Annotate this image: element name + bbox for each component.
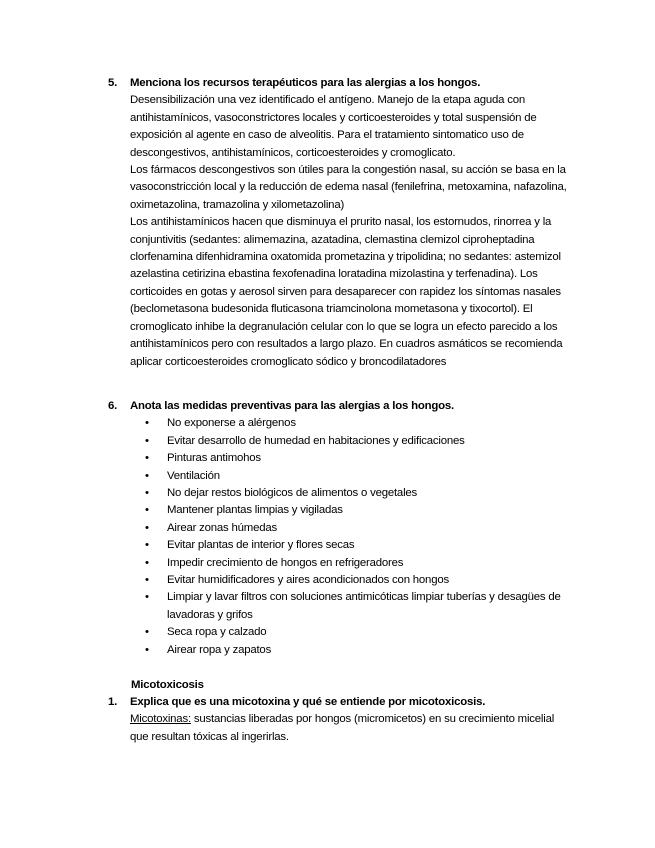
section-title: Micotoxicosis xyxy=(131,679,204,691)
question-1 xyxy=(108,694,568,746)
answer-paragraph: Desensibilización una vez identificado el antígeno. Manejo de la etapa aguda con antihistamínicos, vasoconstrictores locales y corticoesteroides y total suspensión de exposición al agente en caso de alveolitis. Para el tratamiento sintomatico uso de descongestivos, antihistamínicos, corticoesteroides y cromoglicato. xyxy=(130,94,537,159)
bullet-icon: • xyxy=(145,574,149,587)
bullet-icon: • xyxy=(145,521,149,534)
list-item: • No dejar restos biológicos de alimentos o vegetales xyxy=(145,485,568,502)
term-micotoxinas: Micotoxinas: xyxy=(130,713,191,726)
question-5 xyxy=(108,75,568,371)
question-6 xyxy=(108,398,568,659)
list-item: • Evitar desarrollo de humedad en habitaciones y edificaciones xyxy=(145,433,568,450)
answer-paragraph: Los antihistamínicos hacen que disminuya el prurito nasal, los estornudos, rinorrea y la conjuntivitis (sedantes: alimemazina, azatadina, clemastina clemizol ciproheptadina clorfenamina difenhidramina oxatomida prometazina y tripolidina; no sedantes: astemizol azelastina cetirizina ebastina fexofenadina loratadina mizolastina y terfenadina). Los corticoides en gotas y aerosol sirven para desaparecer con rapidez los síntomas nasales (beclometasona budesonida fluticasona triamcinolona mometasona y tixocortol). El cromoglicato inhibe la degranulación celular con lo que se logra un efecto parecido a los antihistamínicos pero con resultados a largo plazo. En cuadros asmáticos se recomienda aplicar corticoesteroides cromoglicato sódico y broncodilatadores xyxy=(130,216,563,368)
question-6-number: 6. xyxy=(108,400,118,412)
list-item: • Airear ropa y zapatos xyxy=(145,642,568,659)
question-5-header xyxy=(108,75,568,92)
question-1-header xyxy=(108,694,568,711)
list-item: • Evitar plantas de interior y flores secas xyxy=(145,537,568,554)
bullet-icon: • xyxy=(145,591,149,604)
bullet-icon: • xyxy=(145,417,149,430)
bullet-icon: • xyxy=(145,487,149,500)
question-5-title: Menciona los recursos terapéuticos para las alergias a los hongos. xyxy=(130,77,481,89)
answer-paragraph: Los fármacos descongestivos son útiles para la congestión nasal, su acción se basa en la vasoconstricción local y la reducción de edema nasal (fenilefrina, metoxamina, nafazolina, oximetazolina, tramazolina y xilometazolina) xyxy=(130,164,567,211)
question-6-header xyxy=(108,398,568,415)
list-item: • Mantener plantas limpias y vigiladas xyxy=(145,502,568,519)
question-1-number: 1. xyxy=(108,696,118,708)
bullet-icon: • xyxy=(145,556,149,569)
list-item: • Seca ropa y calzado xyxy=(145,624,568,641)
bullet-icon: • xyxy=(145,643,149,656)
list-item: • Ventilación xyxy=(145,468,568,485)
list-item: • Evitar humidificadores y aires acondicionados con hongos xyxy=(145,572,568,589)
question-1-answer xyxy=(130,711,568,746)
bullet-icon: • xyxy=(145,469,149,482)
preventive-measures-list xyxy=(145,415,568,659)
bullet-icon: • xyxy=(145,626,149,639)
bullet-icon: • xyxy=(145,504,149,517)
question-5-number: 5. xyxy=(108,77,118,89)
definition-text: sustancias liberadas por hongos (micromicetos) en su crecimiento micelial que resultan tóxicas al ingerirlas. xyxy=(130,713,555,743)
list-item: • Airear zonas húmedas xyxy=(145,520,568,537)
bullet-icon: • xyxy=(145,539,149,552)
list-item: • Pinturas antimohos xyxy=(145,450,568,467)
bullet-icon: • xyxy=(145,452,149,465)
list-item: • Impedir crecimiento de hongos en refrigeradores xyxy=(145,555,568,572)
list-item: • No exponerse a alérgenos xyxy=(145,415,568,432)
question-1-title: Explica que es una micotoxina y qué se entiende por micotoxicosis. xyxy=(130,696,486,708)
list-item: • Limpiar y lavar filtros con soluciones antimicóticas limpiar tuberías y desagües de lavadoras y grifos xyxy=(145,589,568,624)
question-6-title: Anota las medidas preventivas para las alergias a los hongos. xyxy=(130,400,454,412)
bullet-icon: • xyxy=(145,434,149,447)
question-5-answer xyxy=(130,92,568,371)
